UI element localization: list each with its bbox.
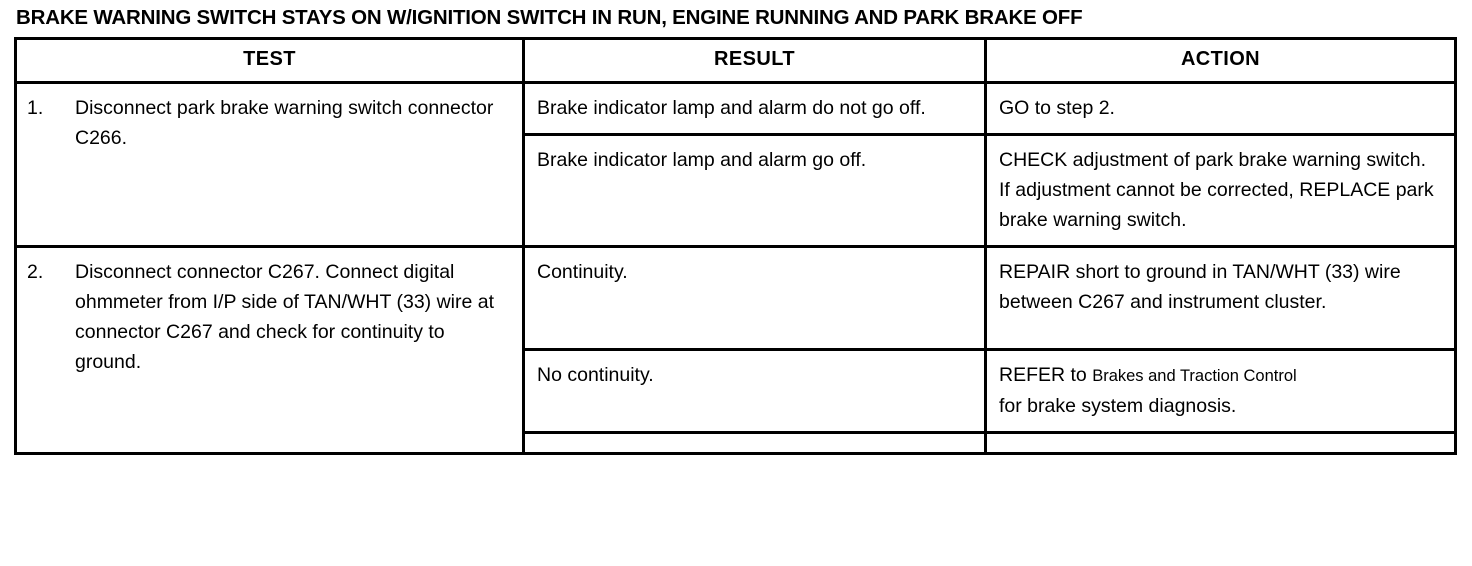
- test-cell-step-1: [16, 83, 524, 247]
- action-cell: [986, 135, 1456, 247]
- table-row: [16, 83, 1456, 135]
- column-header-result: RESULT: [524, 39, 986, 83]
- action-text: GO to step 2.: [999, 97, 1115, 119]
- column-header-action: ACTION: [986, 39, 1456, 83]
- result-text: Brake indicator lamp and alarm do not go off.: [537, 97, 926, 119]
- result-cell-empty: [524, 433, 986, 454]
- result-text: Brake indicator lamp and alarm go off.: [537, 149, 867, 171]
- action-lead: REFER to: [999, 364, 1093, 386]
- table-header-row: [16, 39, 1456, 83]
- action-cell: [986, 350, 1456, 433]
- test-cell-step-2: [16, 247, 524, 454]
- action-text: CHECK adjustment of park brake warning switch. If adjustment cannot be corrected, REPLACE park brake warning switch.: [999, 149, 1434, 231]
- action-text: REPAIR short to ground in TAN/WHT (33) wire between C267 and instrument cluster.: [999, 261, 1401, 313]
- page-title: BRAKE WARNING SWITCH STAYS ON W/IGNITION SWITCH IN RUN, ENGINE RUNNING AND PARK BRAKE OFF: [16, 6, 1083, 29]
- table-body: [16, 83, 1456, 454]
- result-cell: [524, 350, 986, 433]
- result-text: No continuity.: [537, 364, 654, 386]
- step-number: 1.: [27, 97, 44, 119]
- result-text: Continuity.: [537, 261, 628, 283]
- table-row: [16, 247, 1456, 350]
- diagnostic-procedure-table: [14, 37, 1457, 455]
- action-text: [987, 351, 1454, 431]
- result-cell: [524, 247, 986, 350]
- result-cell: [524, 135, 986, 247]
- table-header: [16, 39, 1456, 83]
- action-cross-reference: Brakes and Traction Control: [1092, 367, 1297, 385]
- step-text: Disconnect park brake warning switch connector C266.: [75, 97, 494, 149]
- action-cell: [986, 247, 1456, 350]
- result-cell: [524, 83, 986, 135]
- step-number: 2.: [27, 261, 44, 283]
- action-tail: for brake system diagnosis.: [999, 395, 1237, 417]
- column-header-test: TEST: [16, 39, 524, 83]
- action-cell: [986, 83, 1456, 135]
- step-text: Disconnect connector C267. Connect digital ohmmeter from I/P side of TAN/WHT (33) wire at connector C267 and check for continuity to ground.: [75, 261, 495, 373]
- action-cell-empty: [986, 433, 1456, 454]
